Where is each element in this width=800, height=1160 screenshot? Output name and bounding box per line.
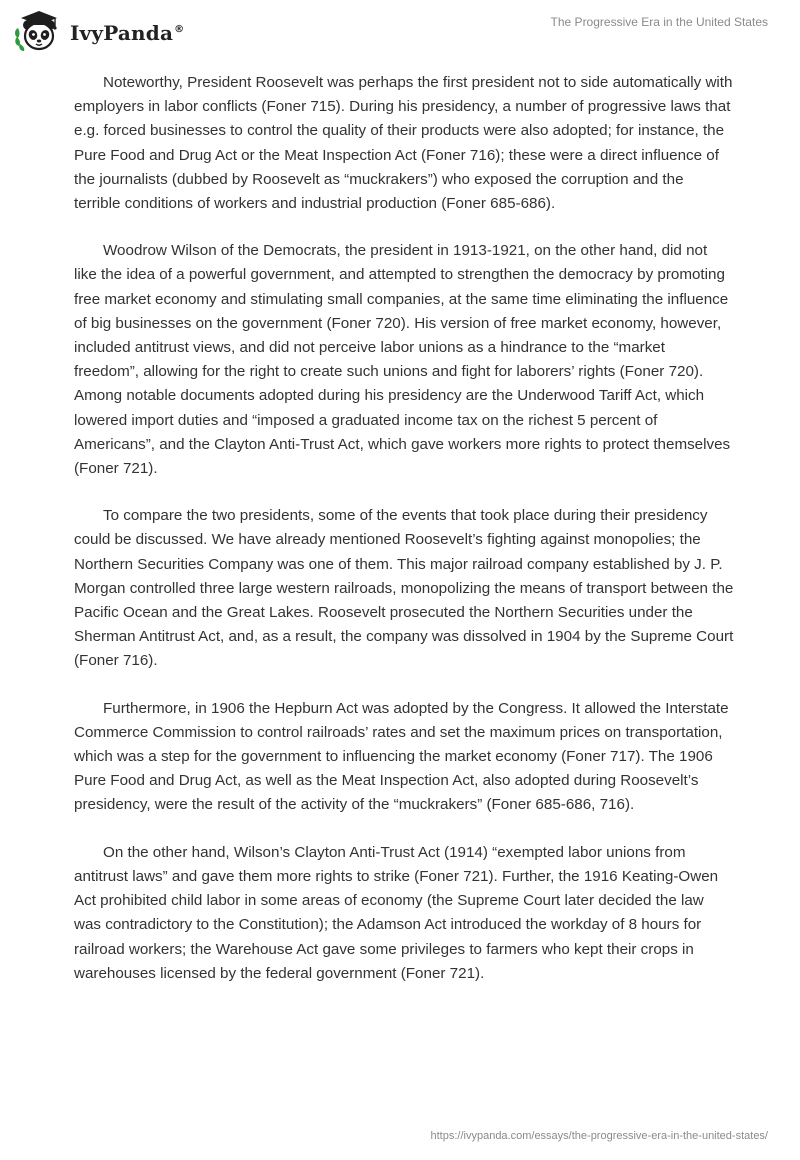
logo-wordmark: IvyPanda® [70,21,185,45]
paragraph: On the other hand, Wilson’s Clayton Anti-Trust Act (1914) “exempted labor unions from antitrust laws” and gave them more rights to strike (Foner 721). Further, the 1916 Keating-Owen Act prohibited child labor in some areas of economy (the Supreme Court later decided the law was contradictory to the Constitution); the Adamson Act introduced the workday of 8 hours for railroad workers; the Warehouse Act gave some privileges to farmers who kept their crops in warehouses licensed by the federal government (Foner 721). [74,843,719,982]
essay-body [74,71,734,1009]
paragraph: Furthermore, in 1906 the Hepburn Act was adopted by the Congress. It allowed the Interstate Commerce Commission to control railroads’ rates and set the maximum prices on transportation, which was a step for the government to influencing the market economy (Foner 717). The 1906 Pure Food and Drug Act, as well as the Meat Inspection Act, also adopted during Roosevelt’s presidency, were the result of the activity of the “muckrakers” (Foner 685-686, 716). [74,699,729,814]
ivypanda-logo-link[interactable] [14,8,184,54]
paragraph: Woodrow Wilson of the Democrats, the president in 1913-1921, on the other hand, did not like the idea of a powerful government, and attempted to strengthen the democracy by promoting free market economy and stimulating small companies, at the same time eliminating the influence of big businesses on the government (Foner 720). His version of free market economy, however, included antitrust views, and did not perceive labor unions as a hindrance to the “market freedom”, allowing for the right to create such unions and fight for laborers’ rights (Foner 720). Among notable documents adopted during his presidency are the Underwood Tariff Act, which lowered import duties and “imposed a graduated income tax on the richest 5 percent of Americans”, and the Clayton Anti-Trust Act, which gave workers more rights to protect themselves (Foner 721). [74,242,731,478]
registered-mark: ® [174,24,185,36]
paragraph: Noteworthy, President Roosevelt was perhaps the first president not to side automatically with employers in labor conflicts (Foner 715). During his presidency, a number of progressive laws that e.g. forced businesses to control the quality of their products were also adopted; for instance, the Pure Food and Drug Act or the Meat Inspection Act (Foner 716); these were a direct influence of the journalists (dubbed by Roosevelt as “muckrakers”) who exposed the corruption and the terrible conditions of workers and industrial production (Foner 685-686). [74,74,733,213]
page-header [0,0,800,60]
source-url-link[interactable]: https://ivypanda.com/essays/the-progressive-era-in-the-united-states/ [430,1130,768,1142]
panda-logo-icon [14,8,64,54]
document-title: The Progressive Era in the United States [550,15,768,29]
paragraph: To compare the two presidents, some of the events that took place during their presidency could be discussed. We have already mentioned Roosevelt’s fighting against monopolies; the Northern Securities Company was one of them. This major railroad company established by J. P. Morgan controlled three large western railroads, monopolizing the means of transport between the Pacific Ocean and the Great Lakes. Roosevelt prosecuted the Northern Securities under the Sherman Antitrust Act, and, as a result, the company was dissolved in 1904 by the Supreme Court (Foner 716). [74,507,734,670]
